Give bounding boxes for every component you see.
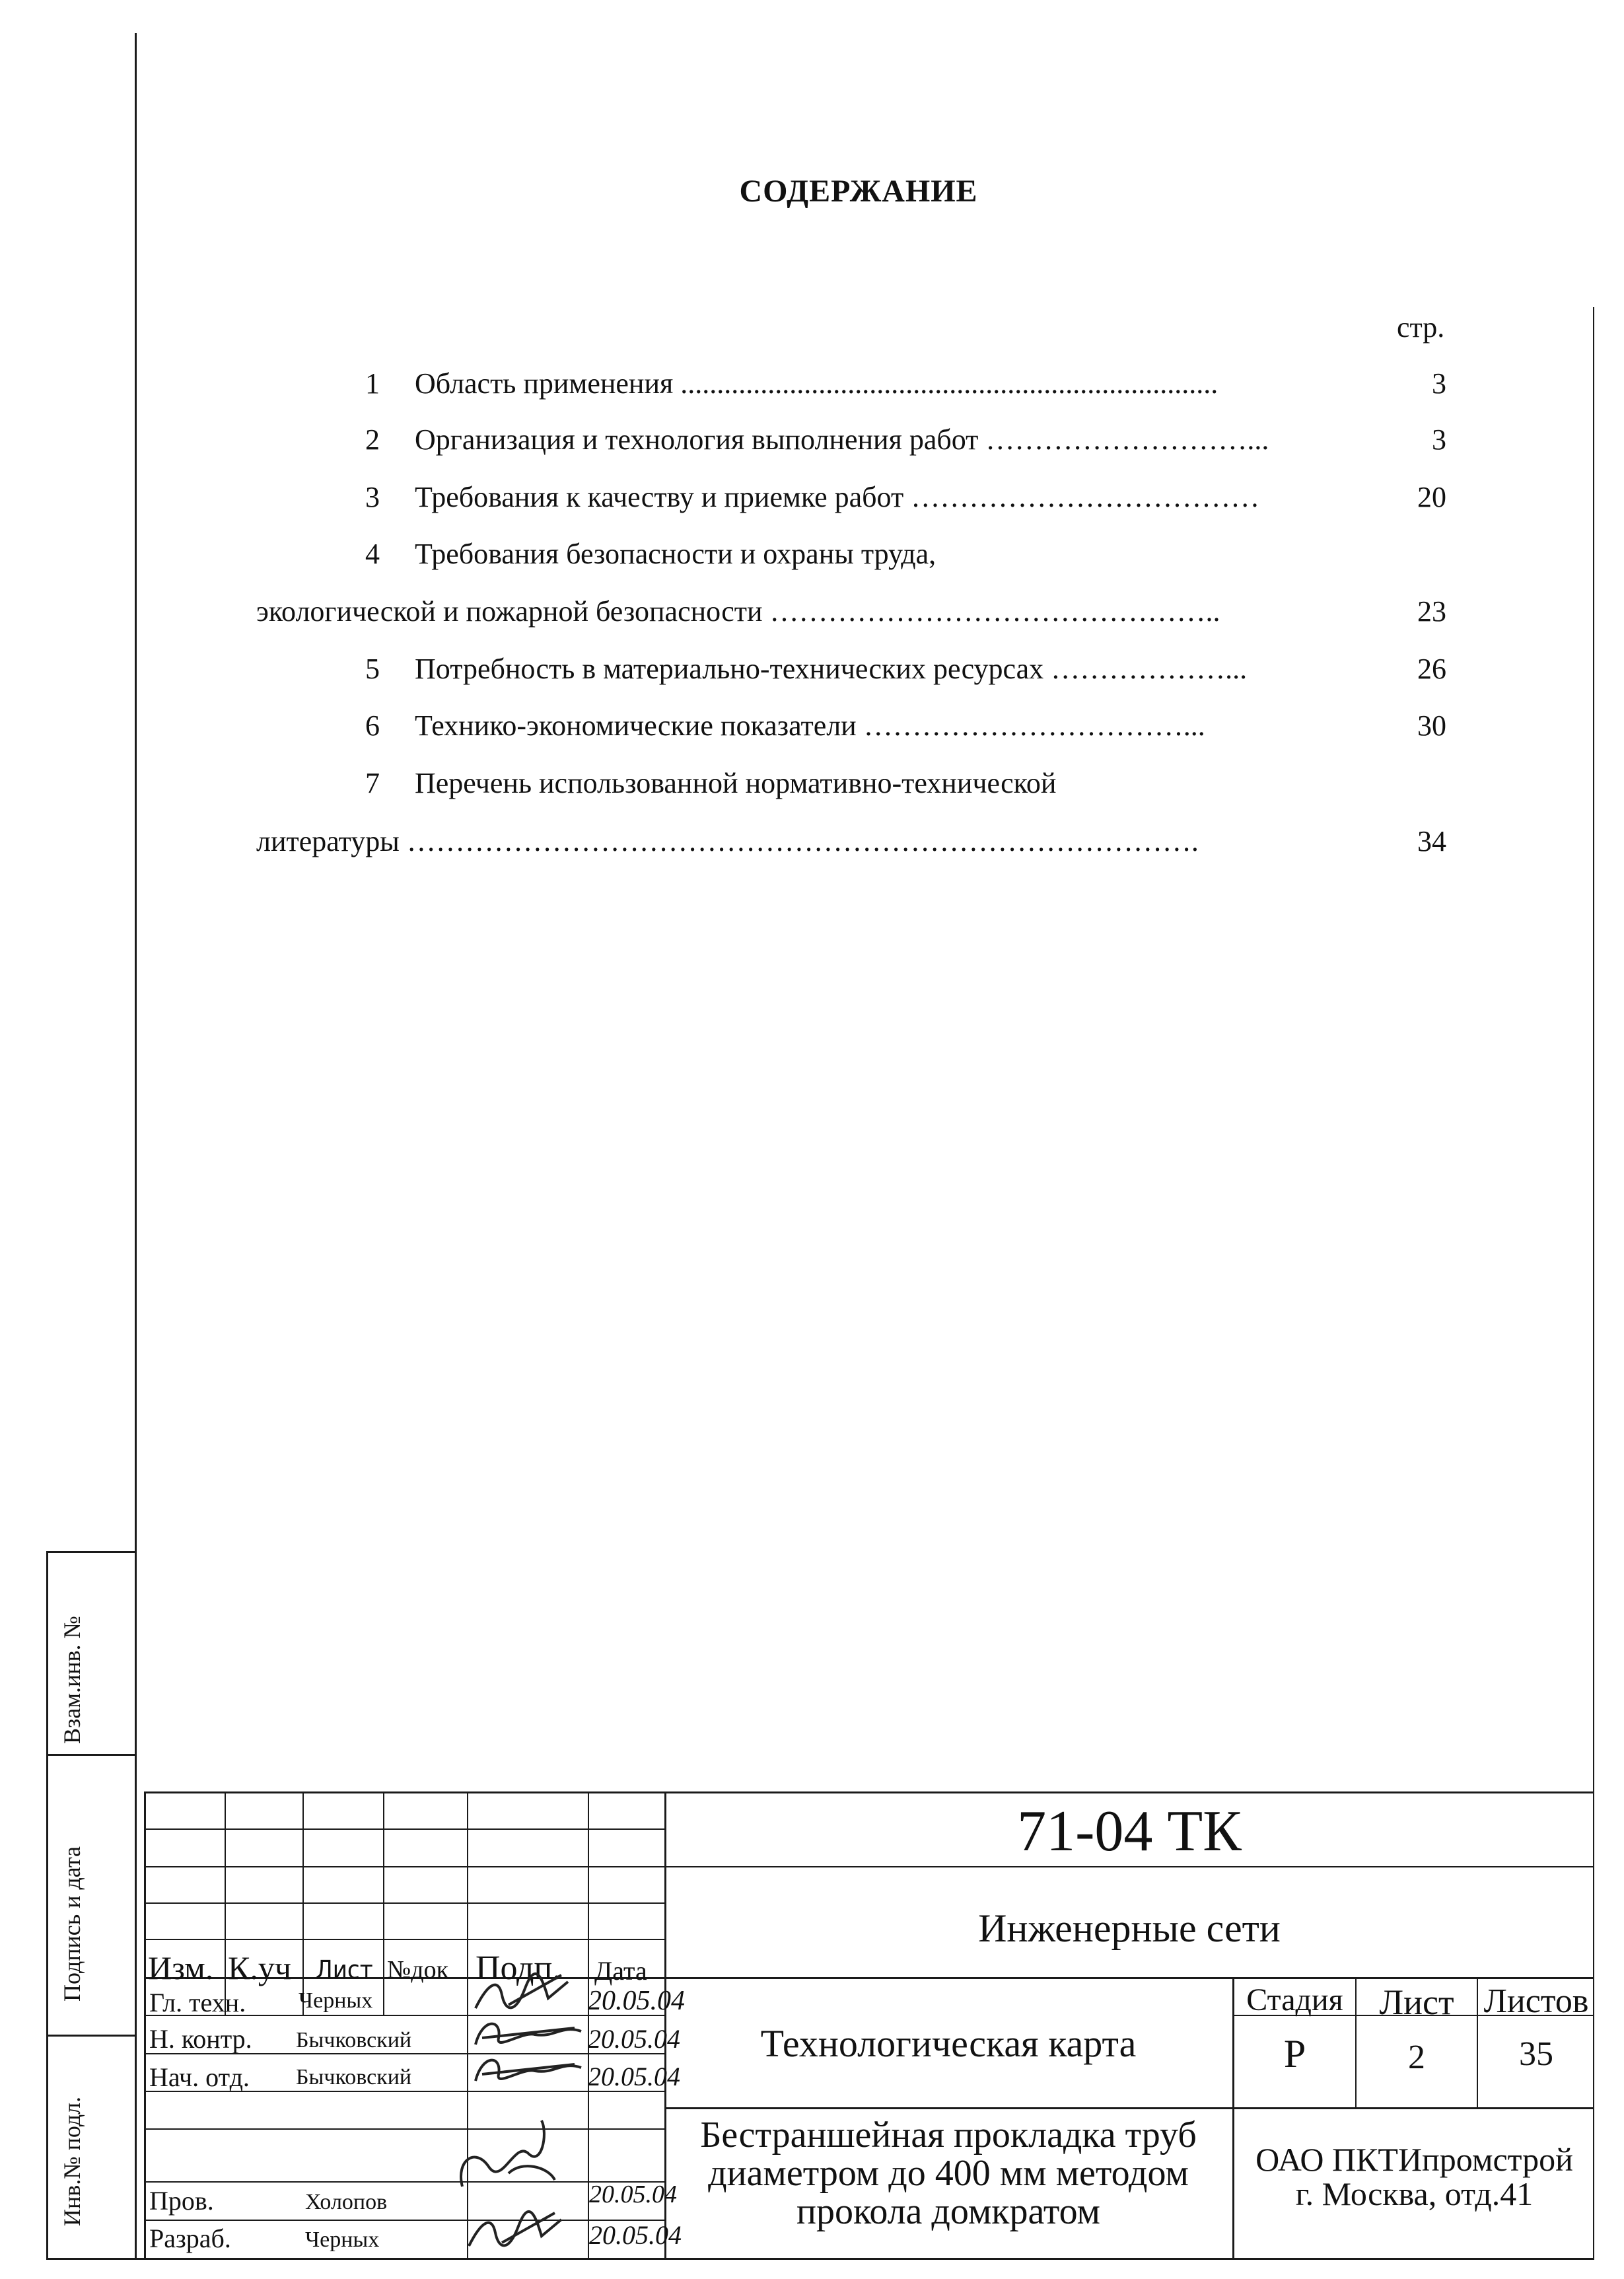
list-value: 2 bbox=[1408, 2039, 1425, 2076]
toc-entry-text: Область применения .......................................................................... bbox=[415, 367, 1218, 400]
organization-line-1: ОАО ПКТИпромстрой bbox=[1255, 2141, 1573, 2178]
organization-line-2: г. Москва, отд.41 bbox=[1295, 2175, 1534, 2212]
toc-entry-number: 1 bbox=[365, 367, 380, 400]
document-type: Технологическая карта bbox=[760, 2022, 1137, 2065]
frame-right-border bbox=[1593, 307, 1594, 2259]
role-razrab: Разраб. bbox=[149, 2224, 231, 2253]
frame-left-border bbox=[135, 33, 137, 2259]
name-gl-tekhn: Черных bbox=[299, 1988, 373, 2013]
toc-entry-number: 3 bbox=[365, 481, 380, 513]
stadia-label: Стадия bbox=[1246, 1982, 1343, 2017]
toc-entry-page: 30 bbox=[1417, 709, 1446, 742]
toc-entry-page: 20 bbox=[1417, 481, 1446, 513]
side-label-vzam: Взам.инв. № bbox=[59, 1616, 85, 1744]
toc-entry-page: 3 bbox=[1432, 423, 1446, 456]
date-gl-tekhn: 20.05.04 bbox=[588, 1986, 685, 2016]
role-nach-otd: Нач. отд. bbox=[149, 2062, 250, 2092]
name-n-kontr: Бычковский bbox=[296, 2028, 412, 2052]
toc-entry-continuation: литературы ………………………………………………………………………. bbox=[256, 825, 1199, 857]
signature-razrab bbox=[462, 2206, 588, 2259]
toc-entry-text: Потребность в материально-технических ресурсах ………………... bbox=[415, 653, 1248, 685]
toc-entry-page: 23 bbox=[1417, 595, 1446, 628]
header-data: Дата bbox=[594, 1956, 647, 1986]
toc-entry-text: Требования к качеству и приемке работ ……………………………… bbox=[415, 481, 1260, 513]
toc-entry-number: 4 bbox=[365, 538, 380, 570]
date-n-kontr: 20.05.04 bbox=[588, 2024, 680, 2054]
date-razrab: 20.05.04 bbox=[589, 2220, 682, 2250]
listov-label: Листов bbox=[1483, 1982, 1589, 2020]
toc-entry-continuation: экологической и пожарной безопасности ……………………………………….. bbox=[256, 595, 1220, 628]
name-prov: Холопов bbox=[305, 2190, 388, 2214]
role-gl-tekhn: Гл. техн. bbox=[149, 1988, 246, 2017]
header-podp: Подп. bbox=[476, 1949, 561, 1987]
toc-entry-number: 5 bbox=[365, 653, 380, 685]
toc-entry-number: 7 bbox=[365, 767, 380, 799]
title-line-1: Бестраншейная прокладка труб bbox=[700, 2115, 1197, 2155]
signature-nach-otd bbox=[462, 2048, 594, 2094]
toc-entry-text: Технико-экономические показатели ……………………………... bbox=[415, 709, 1205, 742]
side-label-inv: Инв.№ подл. bbox=[59, 2096, 85, 2226]
toc-entry-text: Организация и технология выполнения работ ………………………... bbox=[415, 423, 1269, 456]
header-izm: Изм. bbox=[148, 1949, 214, 1986]
frame-bottom-border bbox=[46, 2258, 1594, 2260]
name-razrab: Черных bbox=[305, 2227, 380, 2252]
role-prov: Пров. bbox=[149, 2186, 214, 2216]
date-nach-otd: 20.05.04 bbox=[588, 2062, 680, 2091]
signature-prov bbox=[449, 2114, 581, 2200]
title-line-3: прокола домкратом bbox=[796, 2191, 1100, 2232]
page-title: СОДЕРЖАНИЕ bbox=[739, 174, 978, 209]
side-label-podpis: Подпись и дата bbox=[59, 1846, 85, 2002]
listov-value: 35 bbox=[1519, 2035, 1553, 2073]
stadia-value: Р bbox=[1283, 2032, 1306, 2076]
list-label: Лист bbox=[1379, 1982, 1454, 2022]
toc-entry-page: 34 bbox=[1417, 825, 1446, 857]
date-prov: 20.05.04 bbox=[589, 2181, 677, 2208]
name-nach-otd: Бычковский bbox=[296, 2065, 412, 2089]
document-code: 71-04 ТК bbox=[1017, 1799, 1242, 1863]
toc-entry-text: Требования безопасности и охраны труда, bbox=[415, 538, 936, 570]
title-line-2: диаметром до 400 мм методом bbox=[708, 2153, 1189, 2194]
toc-entry-number: 6 bbox=[365, 709, 380, 742]
header-list: Лист bbox=[316, 1955, 373, 1984]
project-name: Инженерные сети bbox=[978, 1906, 1281, 1950]
toc-entry-page: 26 bbox=[1417, 653, 1446, 685]
toc-entry-page: 3 bbox=[1432, 367, 1446, 400]
header-kuch: К.уч bbox=[228, 1949, 291, 1986]
toc-entry-number: 2 bbox=[365, 423, 380, 456]
role-n-kontr: Н. контр. bbox=[149, 2024, 252, 2054]
toc-entry-text: Перечень использованной нормативно-технической bbox=[415, 767, 1057, 799]
header-ndok: №док bbox=[387, 1956, 449, 1984]
toc-page-column-header: стр. bbox=[1397, 311, 1445, 344]
